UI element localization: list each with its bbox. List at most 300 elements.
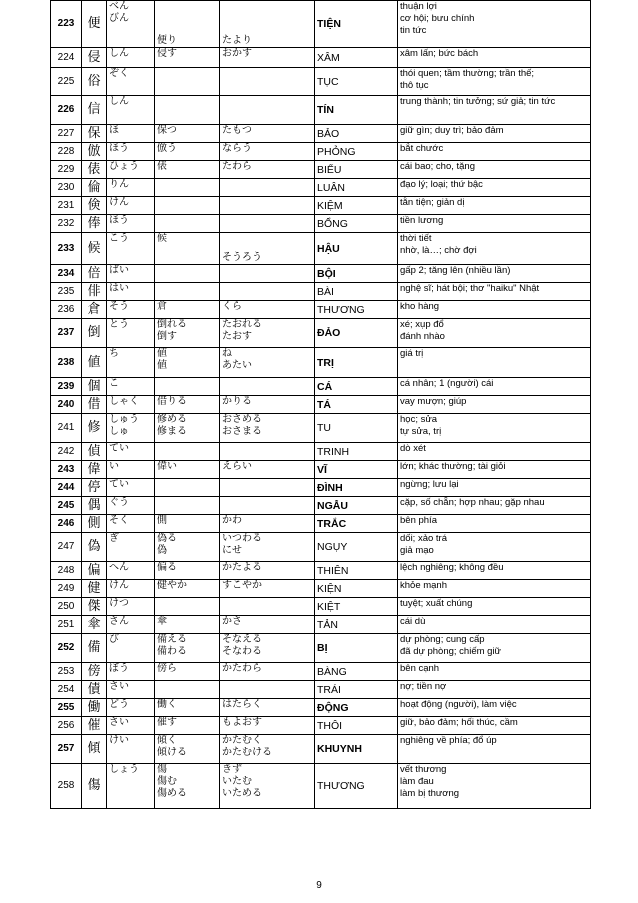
- kanji-number: 244: [51, 479, 82, 497]
- kun-reading: [220, 681, 315, 699]
- kanji-character: 倍: [82, 265, 107, 283]
- on-reading-line: ぎ: [109, 533, 119, 544]
- kun-word: [155, 378, 220, 396]
- meaning-line: tuyệt; xuất chúng: [400, 598, 473, 609]
- kun-reading-line: えらい: [222, 461, 252, 472]
- kun-word-line: 傾ける: [157, 747, 187, 758]
- table-row: [51, 515, 591, 533]
- table-row: [51, 265, 591, 283]
- meaning-line: cái bao; cho, tặng: [400, 161, 475, 172]
- kun-word: [155, 580, 220, 598]
- meaning-line: nợ; tiền nợ: [400, 681, 447, 692]
- kanji-number: 229: [51, 161, 82, 179]
- kanji-number: 251: [51, 616, 82, 634]
- meaning-line: xé; xụp đổ: [400, 319, 444, 330]
- kun-word-line: 俵: [157, 161, 167, 172]
- kun-reading: [220, 233, 315, 265]
- kun-word: [155, 663, 220, 681]
- kanji-number: 243: [51, 461, 82, 479]
- kun-word: [155, 681, 220, 699]
- on-reading-line: りん: [109, 179, 129, 190]
- kun-reading-line: ならう: [222, 143, 252, 154]
- meaning: [398, 414, 591, 443]
- han-viet-reading: TỤC: [315, 68, 398, 96]
- kun-word: [155, 562, 220, 580]
- table-row: [51, 68, 591, 96]
- kun-reading: [220, 735, 315, 764]
- kun-word: [155, 515, 220, 533]
- meaning: [398, 215, 591, 233]
- meaning-line: giả mạo: [400, 545, 434, 556]
- meaning: [398, 497, 591, 515]
- kanji-number: 240: [51, 396, 82, 414]
- han-viet-reading: BỘI: [315, 265, 398, 283]
- meaning-line: xâm lấn; bức bách: [400, 48, 479, 59]
- on-reading-line: ぐう: [109, 497, 129, 508]
- on-reading: [107, 634, 155, 663]
- kun-reading: [220, 479, 315, 497]
- kanji-number: 250: [51, 598, 82, 616]
- on-reading-line: しゃく: [109, 396, 139, 407]
- table-row: [51, 681, 591, 699]
- kun-reading-line: かたよる: [222, 562, 262, 573]
- kun-word-line: 修まる: [157, 426, 187, 437]
- kun-word: [155, 161, 220, 179]
- kun-reading-line: かたむける: [222, 747, 272, 758]
- kun-word-line: 借りる: [157, 396, 187, 407]
- kun-reading-line: あたい: [222, 360, 252, 371]
- meaning-line: trung thành; tin tưởng; sứ giả; tin tức: [400, 96, 556, 107]
- meaning-line: vết thương: [400, 764, 447, 775]
- meaning: [398, 319, 591, 348]
- han-viet-reading: TÍN: [315, 96, 398, 125]
- kun-reading: [220, 125, 315, 143]
- on-reading: [107, 319, 155, 348]
- meaning: [398, 764, 591, 809]
- meaning: [398, 48, 591, 68]
- kun-reading: [220, 533, 315, 562]
- meaning-line: vay mượn; giúp: [400, 396, 467, 407]
- kun-word-line: 便り: [157, 35, 177, 46]
- kanji-character: 倣: [82, 143, 107, 161]
- kun-reading: [220, 378, 315, 396]
- on-reading-line: どう: [109, 699, 129, 710]
- kun-word: [155, 197, 220, 215]
- han-viet-reading: THIÊN: [315, 562, 398, 580]
- kanji-character: 保: [82, 125, 107, 143]
- on-reading: [107, 301, 155, 319]
- meaning-line: cặp, số chẵn; hợp nhau; gặp nhau: [400, 497, 545, 508]
- han-viet-reading: VĨ: [315, 461, 398, 479]
- on-reading-line: い: [109, 461, 119, 472]
- meaning: [398, 634, 591, 663]
- kun-word: [155, 479, 220, 497]
- meaning: [398, 580, 591, 598]
- kun-reading: [220, 1, 315, 48]
- meaning-line: cá nhân; 1 (người) cái: [400, 378, 494, 389]
- kun-word-line: 偽: [157, 545, 167, 556]
- table-row: [51, 179, 591, 197]
- table-row: [51, 663, 591, 681]
- meaning: [398, 479, 591, 497]
- on-reading-line: しゅ: [109, 426, 129, 437]
- kanji-number: 255: [51, 699, 82, 717]
- meaning-line: dự phòng; cung cấp: [400, 634, 485, 645]
- kun-reading-line: おかす: [222, 48, 252, 59]
- on-reading: [107, 479, 155, 497]
- meaning-line: đã dự phòng; chiếm giữ: [400, 646, 501, 657]
- meaning-line: nghiêng về phía; đổ úp: [400, 735, 497, 746]
- on-reading: [107, 580, 155, 598]
- meaning: [398, 699, 591, 717]
- table-row: [51, 197, 591, 215]
- han-viet-reading: BẢO: [315, 125, 398, 143]
- han-viet-reading: CÁ: [315, 378, 398, 396]
- table-row: [51, 348, 591, 378]
- kanji-number: 253: [51, 663, 82, 681]
- kanji-number: 257: [51, 735, 82, 764]
- kun-reading-line: いためる: [222, 788, 262, 799]
- kanji-character: 修: [82, 414, 107, 443]
- kanji-number: 237: [51, 319, 82, 348]
- kanji-number: 226: [51, 96, 82, 125]
- table-row: [51, 48, 591, 68]
- kun-word: [155, 215, 220, 233]
- on-reading: [107, 48, 155, 68]
- meaning-line: đạo lý; loại; thứ bậc: [400, 179, 483, 190]
- kanji-character: 倉: [82, 301, 107, 319]
- kun-word-line: 保つ: [157, 125, 177, 136]
- on-reading: [107, 396, 155, 414]
- on-reading-line: けん: [109, 197, 129, 208]
- han-viet-reading: NGẪU: [315, 497, 398, 515]
- kanji-character: 傘: [82, 616, 107, 634]
- kun-reading-line: かたわら: [222, 663, 262, 674]
- kanji-number: 249: [51, 580, 82, 598]
- kun-reading: [220, 580, 315, 598]
- on-reading: [107, 681, 155, 699]
- kun-reading: [220, 598, 315, 616]
- on-reading: [107, 533, 155, 562]
- kanji-character: 借: [82, 396, 107, 414]
- table-row: [51, 479, 591, 497]
- on-reading-line: てい: [109, 479, 129, 490]
- on-reading: [107, 562, 155, 580]
- meaning-line: dò xét: [400, 443, 426, 454]
- kun-reading-line: そなえる: [222, 634, 262, 645]
- meaning: [398, 681, 591, 699]
- kun-reading: [220, 179, 315, 197]
- kanji-number: 233: [51, 233, 82, 265]
- on-reading: [107, 764, 155, 809]
- meaning: [398, 179, 591, 197]
- meaning-line: thô tục: [400, 80, 429, 91]
- on-reading-line: てい: [109, 443, 129, 454]
- on-reading-line: そく: [109, 515, 129, 526]
- kun-reading-line: おさまる: [222, 426, 262, 437]
- table-row: [51, 580, 591, 598]
- kanji-character: 停: [82, 479, 107, 497]
- kun-word: [155, 443, 220, 461]
- han-viet-reading: ĐẢO: [315, 319, 398, 348]
- kun-reading: [220, 197, 315, 215]
- kanji-number: 232: [51, 215, 82, 233]
- kun-word: [155, 283, 220, 301]
- kun-reading-line: すこやか: [222, 580, 262, 591]
- kun-word-line: 倣う: [157, 143, 177, 154]
- kanji-character: 俳: [82, 283, 107, 301]
- table-row: [51, 143, 591, 161]
- kun-reading: [220, 764, 315, 809]
- han-viet-reading: TRINH: [315, 443, 398, 461]
- on-reading-line: ばい: [109, 265, 129, 276]
- kun-reading: [220, 161, 315, 179]
- kun-word-line: 傾く: [157, 735, 177, 746]
- kanji-character: 傍: [82, 663, 107, 681]
- meaning: [398, 1, 591, 48]
- meaning: [398, 161, 591, 179]
- kun-reading: [220, 348, 315, 378]
- han-viet-reading: TRỊ: [315, 348, 398, 378]
- on-reading: [107, 215, 155, 233]
- on-reading: [107, 96, 155, 125]
- kun-word-line: 傷: [157, 764, 167, 775]
- meaning-line: nhờ, là…; chờ đợi: [400, 245, 477, 256]
- kanji-character: 俸: [82, 215, 107, 233]
- meaning: [398, 197, 591, 215]
- kun-reading: [220, 443, 315, 461]
- kun-reading: [220, 48, 315, 68]
- han-viet-reading: TIỆN: [315, 1, 398, 48]
- table-row: [51, 598, 591, 616]
- kun-word-line: 候: [157, 233, 167, 244]
- kun-word: [155, 598, 220, 616]
- kun-reading-line: いたむ: [222, 776, 252, 787]
- kun-word: [155, 301, 220, 319]
- meaning-line: thói quen; tầm thường; trần thế;: [400, 68, 535, 79]
- page-number: 9: [316, 880, 322, 891]
- han-viet-reading: BỊ: [315, 634, 398, 663]
- meaning-line: giữ, bảo đảm; hối thúc, cầm: [400, 717, 518, 728]
- kun-reading-line: たわら: [222, 161, 252, 172]
- kanji-table: [50, 0, 591, 809]
- kanji-number: 223: [51, 1, 82, 48]
- kun-reading-line: たおれる: [222, 319, 262, 330]
- han-viet-reading: TU: [315, 414, 398, 443]
- kanji-character: 倫: [82, 179, 107, 197]
- kanji-number: 241: [51, 414, 82, 443]
- kanji-character: 傾: [82, 735, 107, 764]
- kun-word-line: 催す: [157, 717, 177, 728]
- meaning: [398, 533, 591, 562]
- kun-reading-line: たもつ: [222, 125, 252, 136]
- meaning-line: tin tức: [400, 25, 427, 36]
- kun-reading: [220, 699, 315, 717]
- table-row: [51, 562, 591, 580]
- meaning-line: bắt chước: [400, 143, 444, 154]
- han-viet-reading: TRẮC: [315, 515, 398, 533]
- kun-reading: [220, 215, 315, 233]
- on-reading-line: さん: [109, 616, 129, 627]
- on-reading: [107, 443, 155, 461]
- meaning-line: nghệ sĩ; hát bội; thơ "haiku" Nhật: [400, 283, 540, 294]
- table-row: [51, 125, 591, 143]
- on-reading-line: ひょう: [109, 161, 139, 172]
- han-viet-reading: KHUYNH: [315, 735, 398, 764]
- kun-word-line: 侵す: [157, 48, 177, 59]
- table-row: [51, 414, 591, 443]
- on-reading-line: しん: [109, 48, 129, 59]
- kun-word-line: 傘: [157, 616, 167, 627]
- table-row: [51, 96, 591, 125]
- table-row: [51, 319, 591, 348]
- kun-word: [155, 96, 220, 125]
- kun-reading: [220, 497, 315, 515]
- kun-reading-line: そうろう: [222, 252, 262, 263]
- on-reading: [107, 233, 155, 265]
- on-reading-line: ぞく: [109, 68, 129, 79]
- kun-reading: [220, 319, 315, 348]
- table-row: [51, 443, 591, 461]
- on-reading-line: けん: [109, 580, 129, 591]
- kanji-number: 231: [51, 197, 82, 215]
- kanji-character: 倒: [82, 319, 107, 348]
- meaning: [398, 735, 591, 764]
- on-reading-line: さい: [109, 717, 129, 728]
- table-row: [51, 1, 591, 48]
- han-viet-reading: TRÁI: [315, 681, 398, 699]
- han-viet-reading: PHỎNG: [315, 143, 398, 161]
- kun-reading-line: おさめる: [222, 414, 262, 425]
- kun-word-line: 修める: [157, 414, 187, 425]
- kun-word: [155, 396, 220, 414]
- on-reading-line: しょう: [109, 764, 139, 775]
- meaning-line: đánh nhào: [400, 331, 445, 342]
- han-viet-reading: BỔNG: [315, 215, 398, 233]
- kanji-character: 側: [82, 515, 107, 533]
- kun-word-line: 備わる: [157, 646, 187, 657]
- on-reading-line: さい: [109, 681, 129, 692]
- han-viet-reading: BÀI: [315, 283, 398, 301]
- kanji-character: 偏: [82, 562, 107, 580]
- meaning: [398, 396, 591, 414]
- kun-word: [155, 497, 220, 515]
- kun-word: [155, 319, 220, 348]
- meaning-line: tằn tiện; giản dị: [400, 197, 465, 208]
- on-reading-line: ほう: [109, 215, 129, 226]
- kanji-character: 催: [82, 717, 107, 735]
- kanji-number: 225: [51, 68, 82, 96]
- kanji-character: 候: [82, 233, 107, 265]
- on-reading-line: とう: [109, 319, 129, 330]
- kun-word-line: 健やか: [157, 580, 187, 591]
- kun-word: [155, 634, 220, 663]
- meaning: [398, 663, 591, 681]
- on-reading-line: はい: [109, 283, 129, 294]
- kun-word: [155, 461, 220, 479]
- kun-word: [155, 735, 220, 764]
- kanji-character: 働: [82, 699, 107, 717]
- kun-reading-line: にせ: [222, 545, 242, 556]
- kun-word: [155, 143, 220, 161]
- on-reading: [107, 265, 155, 283]
- kun-reading: [220, 562, 315, 580]
- kun-reading-line: たより: [222, 35, 252, 46]
- kanji-number: 246: [51, 515, 82, 533]
- on-reading: [107, 161, 155, 179]
- on-reading: [107, 598, 155, 616]
- kanji-character: 偶: [82, 497, 107, 515]
- meaning-line: bên cạnh: [400, 663, 440, 674]
- kun-word: [155, 533, 220, 562]
- meaning: [398, 96, 591, 125]
- meaning: [398, 717, 591, 735]
- han-viet-reading: KIỆM: [315, 197, 398, 215]
- kun-reading: [220, 265, 315, 283]
- kanji-number: 224: [51, 48, 82, 68]
- on-reading: [107, 197, 155, 215]
- table-row: [51, 533, 591, 562]
- kanji-number: 252: [51, 634, 82, 663]
- kun-word-line: 偏る: [157, 562, 177, 573]
- han-viet-reading: KIỆN: [315, 580, 398, 598]
- kanji-number: 239: [51, 378, 82, 396]
- meaning: [398, 443, 591, 461]
- han-viet-reading: ĐỘNG: [315, 699, 398, 717]
- table-row: [51, 301, 591, 319]
- meaning: [398, 598, 591, 616]
- on-reading: [107, 68, 155, 96]
- kun-word: [155, 764, 220, 809]
- kun-reading-line: いつわる: [222, 533, 262, 544]
- kun-reading-line: もよおす: [222, 717, 262, 728]
- kanji-number: 234: [51, 265, 82, 283]
- on-reading: [107, 125, 155, 143]
- kanji-number: 227: [51, 125, 82, 143]
- on-reading-line: び: [109, 634, 119, 645]
- kun-reading: [220, 283, 315, 301]
- kun-word: [155, 265, 220, 283]
- kun-word: [155, 616, 220, 634]
- han-viet-reading: BÀNG: [315, 663, 398, 681]
- on-reading: [107, 663, 155, 681]
- on-reading-line: べん: [109, 1, 129, 12]
- kanji-number: 235: [51, 283, 82, 301]
- meaning: [398, 68, 591, 96]
- meaning-line: làm đau: [400, 776, 434, 787]
- meaning-line: giữ gìn; duy trì; bảo đảm: [400, 125, 504, 136]
- on-reading: [107, 179, 155, 197]
- kun-word-line: 働く: [157, 699, 177, 710]
- table-row: [51, 283, 591, 301]
- on-reading-line: こ: [109, 378, 119, 389]
- meaning: [398, 143, 591, 161]
- kun-reading-line: そなわる: [222, 646, 262, 657]
- on-reading: [107, 616, 155, 634]
- kanji-number: 230: [51, 179, 82, 197]
- kun-reading-line: かわ: [222, 515, 242, 526]
- meaning: [398, 265, 591, 283]
- han-viet-reading: BIỂU: [315, 161, 398, 179]
- kun-word: [155, 125, 220, 143]
- meaning: [398, 461, 591, 479]
- kanji-character: 個: [82, 378, 107, 396]
- meaning-line: lệch nghiêng; không đều: [400, 562, 504, 573]
- kun-reading-line: はたらく: [222, 699, 262, 710]
- on-reading-line: ち: [109, 348, 119, 359]
- kun-reading-line: きず: [222, 764, 242, 775]
- kanji-character: 侵: [82, 48, 107, 68]
